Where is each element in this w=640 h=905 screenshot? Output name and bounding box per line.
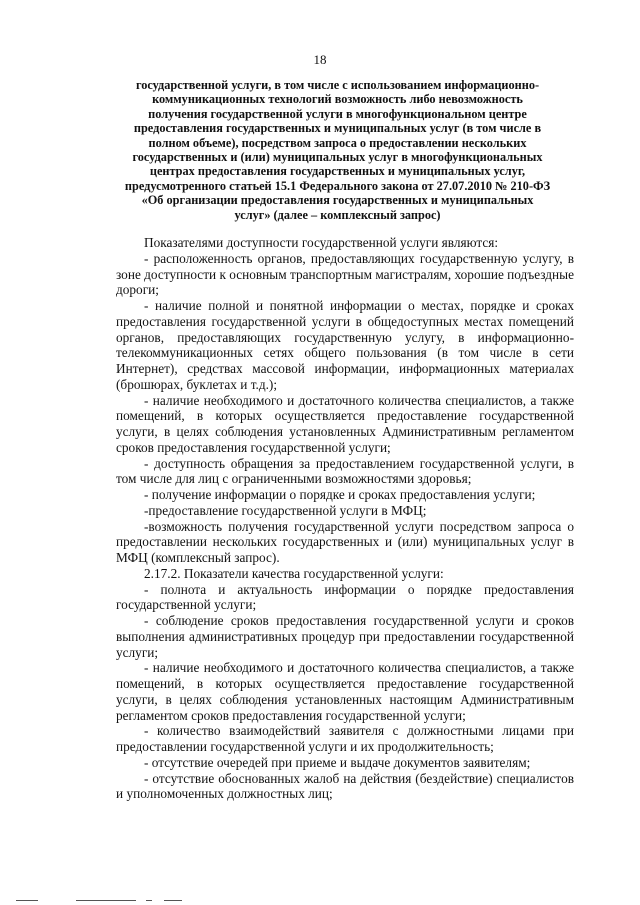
paragraph: - соблюдение сроков предоставления государственной услуги и сроков выполнения административных процедур при предоставлении государственной услуги; [116, 613, 574, 660]
paragraph: - количество взаимодействий заявителя с должностными лицами при предоставлении государственной услуги и их продолжительность; [116, 723, 574, 754]
scan-edge-marks [16, 900, 216, 904]
heading-line: получения государственной услуги в многофункциональном центре [148, 106, 527, 121]
paragraph: - полнота и актуальность информации о порядке предоставления государственной услуги; [116, 581, 574, 613]
paragraph: Показателями доступности государственной услуги являются: [144, 235, 499, 250]
heading-line: государственных и (или) муниципальных услуг в многофункциональных [132, 150, 543, 165]
paragraph: - расположенность органов, предоставляющих государственную услугу, в зоне доступности к основным транспортным магистралям, хорошие подъездные дороги; [116, 250, 574, 298]
body-text [116, 235, 574, 802]
heading-line: полном объеме), посредством запроса о предоставлении нескольких [148, 135, 527, 150]
heading-line: услуг» (далее – комплексный запрос) [234, 207, 441, 222]
heading-line: центрах предоставления государственных и муниципальных услуг, [149, 164, 526, 179]
paragraph: -возможность получения государственной услуги посредством запроса о предоставлении нескольких государственных и (или) муниципальных услуг в МФЦ (комплексный запрос). [116, 518, 574, 565]
heading-line: «Об организации предоставления государственных и муниципальных [141, 193, 534, 208]
heading-line: предоставления государственных и муниципальных услуг (в том числе в [133, 121, 542, 136]
section-heading [100, 78, 575, 222]
paragraph: - получение информации о порядке и сроках предоставления услуги; [144, 487, 536, 502]
paragraph: -предоставление государственной услуги в МФЦ; [144, 502, 427, 518]
heading-line: коммуникационных технологий возможность либо невозможность [152, 92, 523, 107]
paragraph: 2.17.2. Показатели качества государственной услуги: [144, 565, 444, 581]
paragraph: - доступность обращения за предоставлением государственной услуги, в том числе для лиц с ограниченными возможностями здоровья; [116, 455, 574, 487]
paragraph: - отсутствие очередей при приеме и выдаче документов заявителям; [144, 754, 531, 770]
paragraph: - отсутствие обоснованных жалоб на действия (бездействие) специалистов и уполномоченных должностных лиц; [116, 770, 574, 802]
page-number: 18 [313, 52, 327, 67]
paragraph: - наличие необходимого и достаточного количества специалистов, а также помещений, в которых осуществляется предоставление государственной услуги, в целях соблюдения установленных Административным регламентом сроков предоставления государственной услуги; [116, 392, 574, 455]
heading-line: предусмотренного статьей 15.1 Федерального закона от 27.07.2010 № 210-ФЗ [124, 178, 551, 193]
heading-line: государственной услуги, в том числе с использованием информационно- [135, 78, 540, 92]
paragraph: - наличие полной и понятной информации о местах, порядке и сроках предоставления государственной услуги в общедоступных местах помещений органов, предоставляющих государственную услугу, в информационно-телекоммуникационных сетях общего пользования (в том числе в сети Интернет), средствах массовой информации, информационных материалах (брошюрах, буклетах и т.д.); [116, 298, 574, 392]
paragraph: - наличие необходимого и достаточного количества специалистов, а также помещений, в которых осуществляется предоставление государственной услуги, в целях соблюдения установленных настоящим Административным регламентом сроков предоставления государственной услуги; [116, 660, 574, 723]
